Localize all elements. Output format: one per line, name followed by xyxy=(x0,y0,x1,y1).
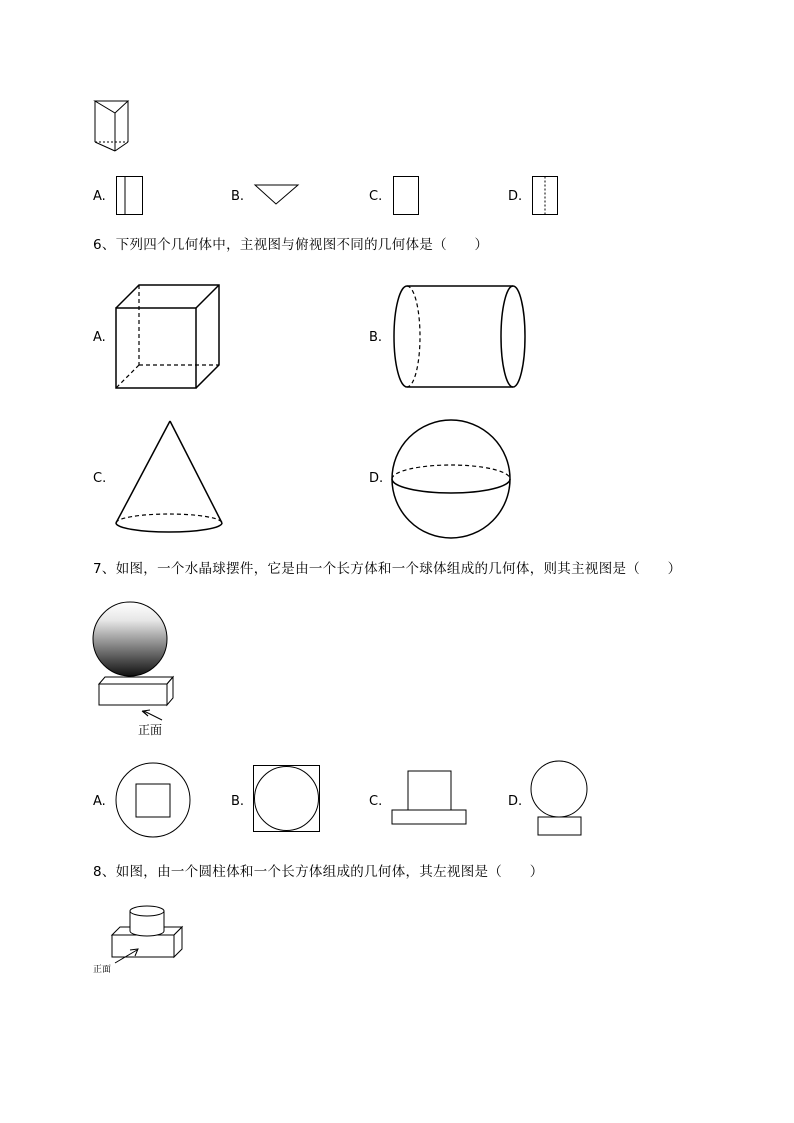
q5-option-b-label[interactable]: B. xyxy=(231,189,245,204)
q7-crystal-ball-figure xyxy=(92,600,176,712)
q6-option-a-cube[interactable] xyxy=(114,283,222,391)
q7-front-label: 正面 xyxy=(138,723,163,737)
q6-option-c-cone[interactable] xyxy=(114,420,226,534)
q8-front-label: 正面 xyxy=(93,965,112,975)
q7-option-a-label[interactable]: A. xyxy=(93,794,106,809)
q7-option-a-figure[interactable] xyxy=(115,762,193,840)
q5-option-a-label[interactable]: A. xyxy=(93,189,106,204)
q5-option-a-figure[interactable] xyxy=(116,176,144,216)
q7-option-b-label[interactable]: B. xyxy=(231,794,245,809)
q6-option-d-sphere[interactable] xyxy=(390,418,512,540)
q6-question-text: 6、下列四个几何体中，主视图与俯视图不同的几何体是（ ） xyxy=(93,237,489,253)
q8-question-text: 8、如图，由一个圆柱体和一个长方体组成的几何体，其左视图是（ ） xyxy=(93,864,544,880)
q5-option-c-figure[interactable] xyxy=(393,176,421,216)
q7-option-d-figure[interactable] xyxy=(529,760,591,840)
q6-option-a-label[interactable]: A. xyxy=(93,330,106,345)
prism-figure xyxy=(90,98,132,154)
q6-option-b-label[interactable]: B. xyxy=(369,330,383,345)
q7-option-d-label[interactable]: D. xyxy=(508,794,523,809)
q5-option-b-figure[interactable] xyxy=(254,184,300,208)
q8-front-arrow-icon xyxy=(113,947,141,965)
q6-option-c-label[interactable]: C. xyxy=(93,471,107,486)
q6-option-d-label[interactable]: D. xyxy=(369,471,384,486)
q7-option-b-figure[interactable] xyxy=(253,765,323,835)
q7-option-c-label[interactable]: C. xyxy=(369,794,383,809)
q7-question-text: 7、如图，一个水晶球摆件，它是由一个长方体和一个球体组成的几何体，则其主视图是（ ） xyxy=(93,561,682,577)
q7-option-c-figure[interactable] xyxy=(391,770,469,828)
q5-option-c-label[interactable]: C. xyxy=(369,189,383,204)
q6-option-b-cylinder[interactable] xyxy=(392,284,528,390)
q7-front-arrow-icon xyxy=(140,708,164,722)
q5-option-d-label[interactable]: D. xyxy=(508,189,523,204)
q5-option-d-figure[interactable] xyxy=(532,176,560,216)
